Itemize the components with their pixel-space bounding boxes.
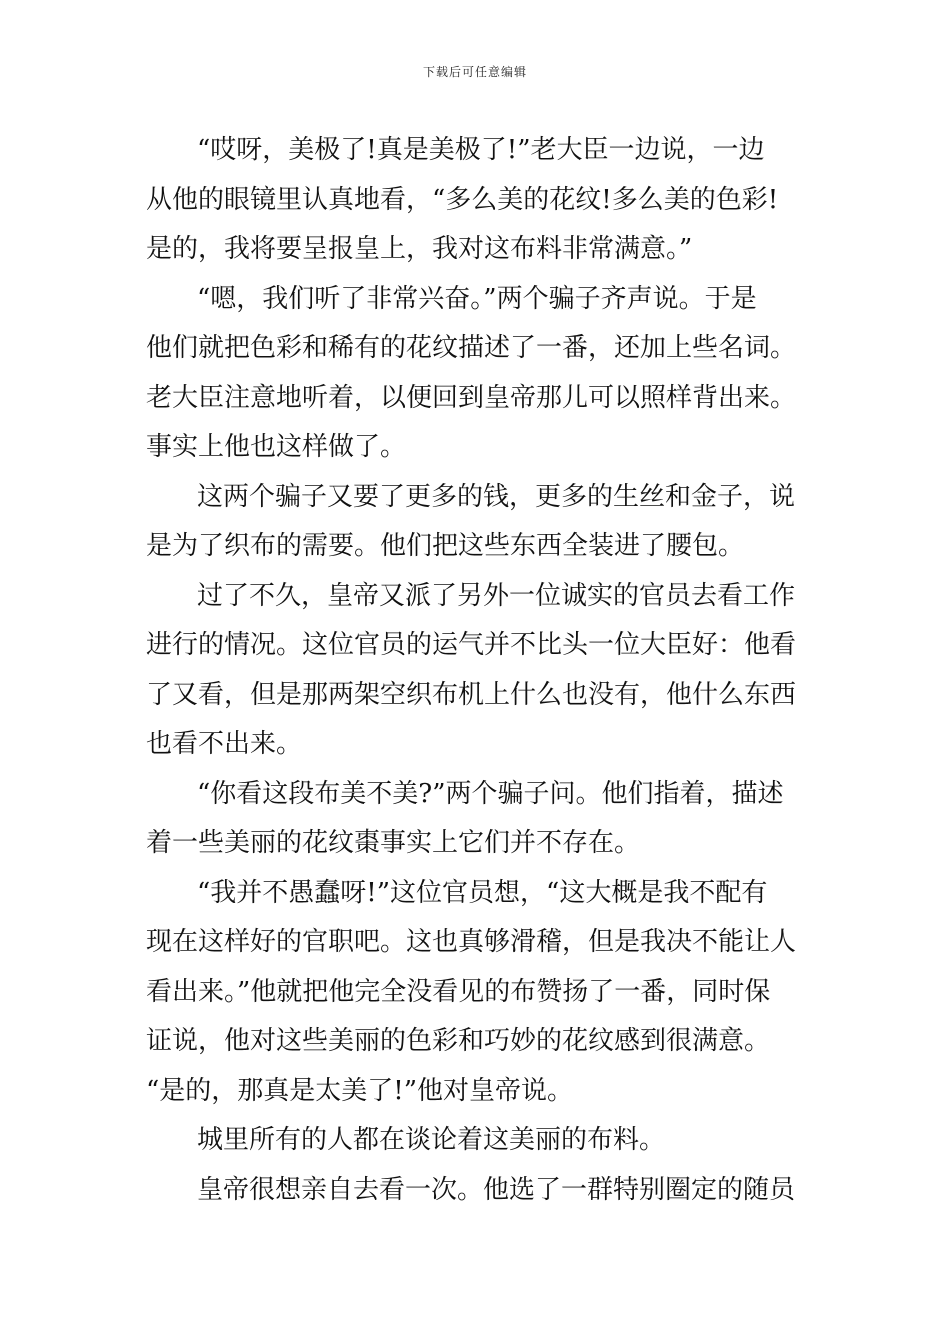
- text-line: 着一些美丽的花纹棗事实上它们并不存在。: [146, 828, 641, 858]
- text-line: 城里所有的人都在谈论着这美丽的布料。: [197, 1125, 666, 1155]
- text-line: 是的，我将要呈报皇上，我对这布料非常满意。”: [146, 234, 693, 264]
- text-line: “你看这段布美不美?”两个骗子问。他们指着，描述: [197, 778, 784, 809]
- text-line: “我并不愚蠢呀!”这位官员想，“这大概是我不配有: [197, 877, 768, 908]
- text-line: “是的，那真是太美了!”他对皇帝说。: [146, 1075, 574, 1106]
- text-line: 老大臣注意地听着，以便回到皇帝那儿可以照样背出来。: [146, 382, 797, 413]
- text-line: 从他的眼镜里认真地看，“多么美的花纹!多么美的色彩!: [146, 184, 779, 215]
- text-line: 也看不出来。: [146, 729, 303, 759]
- text-line: 证说，他对这些美丽的色彩和巧妙的花纹感到很满意。: [146, 1026, 771, 1056]
- text-line: 事实上他也这样做了。: [146, 432, 407, 462]
- text-line: 这两个骗子又要了更多的钱，更多的生丝和金子，说: [197, 481, 796, 512]
- text-line: 是为了织布的需要。他们把这些东西全装进了腰包。: [146, 531, 745, 561]
- text-line: 过了不久，皇帝又派了另外一位诚实的官员去看工作: [197, 580, 796, 611]
- body-text: [146, 126, 806, 1215]
- text-line: 了又看，但是那两架空织布机上什么也没有，他什么东西: [146, 679, 797, 710]
- text-line: 他们就把色彩和稀有的花纹描述了一番，还加上些名词。: [146, 333, 797, 363]
- text-line: 现在这样好的官职吧。这也真够滑稽，但是我决不能让人: [146, 927, 797, 957]
- page-header: 下载后可任意编辑: [422, 65, 527, 79]
- text-line: “哎呀，美极了!真是美极了!”老大臣一边说，一边: [197, 135, 765, 165]
- text-line: 皇帝很想亲自去看一次。他选了一群特别圈定的随员: [197, 1174, 796, 1205]
- text-line: “嗯，我们听了非常兴奋。”两个骗子齐声说。于是: [197, 283, 757, 314]
- text-line: 进行的情况。这位官员的运气并不比头一位大臣好：他看: [146, 630, 797, 660]
- text-line: 看出来。”他就把他完全没看见的布赞扬了一番，同时保: [146, 976, 771, 1007]
